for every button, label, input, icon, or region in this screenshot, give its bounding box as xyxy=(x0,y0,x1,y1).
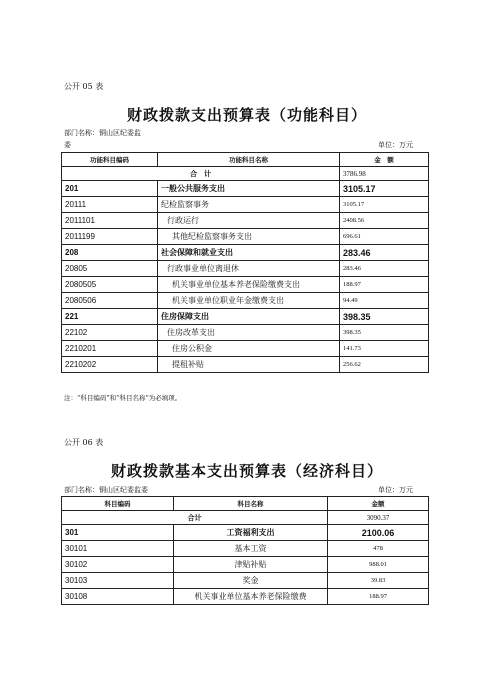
table-header-row-2 xyxy=(62,497,429,511)
row-code: 2210202 xyxy=(62,357,158,373)
row-amount: 283.46 xyxy=(340,245,429,261)
row-amount: 141.73 xyxy=(340,341,429,357)
row-amount: 988.01 xyxy=(328,557,429,573)
table-header-row xyxy=(62,153,429,167)
table-row xyxy=(62,229,429,245)
table-row xyxy=(62,541,429,557)
table-row xyxy=(62,181,429,197)
row-amount: 398.35 xyxy=(340,309,429,325)
table-row xyxy=(62,309,429,325)
table-row xyxy=(62,277,429,293)
column-header-amount: 金 额 xyxy=(340,153,429,167)
row-name: 其他纪检监察事务支出 xyxy=(158,229,340,245)
table-row xyxy=(62,357,429,373)
row-name: 津贴补贴 xyxy=(174,557,328,573)
row-amount: 696.61 xyxy=(340,229,429,245)
row-code: 2080505 xyxy=(62,277,158,293)
row-code: 221 xyxy=(62,309,158,325)
row-code: 2011101 xyxy=(62,213,158,229)
row-name: 住房公积金 xyxy=(158,341,340,357)
row-code: 20111 xyxy=(62,197,158,213)
row-code: 208 xyxy=(62,245,158,261)
economic-budget-table xyxy=(61,496,429,605)
functional-budget-table xyxy=(61,152,429,373)
row-code: 2011199 xyxy=(62,229,158,245)
row-name: 机关事业单位基本养老保险缴费支出 xyxy=(158,277,340,293)
row-amount: 2100.06 xyxy=(328,525,429,541)
row-name: 行政事业单位离退休 xyxy=(158,261,340,277)
row-amount: 256.62 xyxy=(340,357,429,373)
row-name: 奖金 xyxy=(174,573,328,589)
row-code: 22102 xyxy=(62,325,158,341)
total-value: 3786.98 xyxy=(340,167,429,181)
row-name: 工资福利支出 xyxy=(174,525,328,541)
total-row-2 xyxy=(62,511,429,525)
table-row xyxy=(62,557,429,573)
table-row xyxy=(62,589,429,605)
row-amount: 3105.17 xyxy=(340,181,429,197)
table-row xyxy=(62,245,429,261)
row-name: 机关事业单位职业年金缴费支出 xyxy=(158,293,340,309)
row-name: 住房改革支出 xyxy=(158,325,340,341)
unit-label-2: 单位：万元 xyxy=(378,486,413,494)
table-row xyxy=(62,325,429,341)
row-code: 30108 xyxy=(62,589,174,605)
row-code: 201 xyxy=(62,181,158,197)
total-label-2: 合计 xyxy=(62,511,328,525)
row-code: 2210201 xyxy=(62,341,158,357)
row-code: 30103 xyxy=(62,573,174,589)
row-amount: 188.97 xyxy=(328,589,429,605)
table-label-06: 公开 06 表 xyxy=(64,438,104,447)
row-name: 行政运行 xyxy=(158,213,340,229)
row-code: 2080506 xyxy=(62,293,158,309)
row-amount: 2408.56 xyxy=(340,213,429,229)
table-row xyxy=(62,261,429,277)
row-name: 纪检监察事务 xyxy=(158,197,340,213)
column-header-code-2: 科目编码 xyxy=(62,497,174,511)
unit-label: 单位：万元 xyxy=(378,141,413,149)
department-name-2: 部门名称：铜山区纪委监委 xyxy=(64,486,148,494)
footnote: 注：“科目编码”和“科目名称”为必填项。 xyxy=(64,394,182,402)
row-code: 30101 xyxy=(62,541,174,557)
table-row xyxy=(62,293,429,309)
row-name: 提租补贴 xyxy=(158,357,340,373)
department-name: 部门名称：铜山区纪委监 xyxy=(64,129,141,137)
table-row xyxy=(62,213,429,229)
row-amount: 398.35 xyxy=(340,325,429,341)
table-row xyxy=(62,197,429,213)
page-title-functional: 财政拨款支出预算表（功能科目） xyxy=(126,106,367,124)
row-name: 基本工资 xyxy=(174,541,328,557)
total-row xyxy=(62,167,429,181)
row-name: 住房保障支出 xyxy=(158,309,340,325)
column-header-amount-2: 金额 xyxy=(328,497,429,511)
row-name: 社会保障和就业支出 xyxy=(158,245,340,261)
row-amount: 188.97 xyxy=(340,277,429,293)
total-value-2: 3090.37 xyxy=(328,511,429,525)
row-amount: 3105.17 xyxy=(340,197,429,213)
total-label: 合 计 xyxy=(62,167,340,181)
row-name: 机关事业单位基本养老保险缴费 xyxy=(174,589,328,605)
row-name: 一般公共服务支出 xyxy=(158,181,340,197)
column-header-name: 功能科目名称 xyxy=(158,153,340,167)
row-code: 20805 xyxy=(62,261,158,277)
row-amount: 39.83 xyxy=(328,573,429,589)
row-amount: 478 xyxy=(328,541,429,557)
table-row xyxy=(62,525,429,541)
row-code: 30102 xyxy=(62,557,174,573)
row-amount: 283.46 xyxy=(340,261,429,277)
table-label-05: 公开 05 表 xyxy=(64,82,104,91)
column-header-code: 功能科目编码 xyxy=(62,153,158,167)
column-header-name-2: 科目名称 xyxy=(174,497,328,511)
row-amount: 94.49 xyxy=(340,293,429,309)
row-code: 301 xyxy=(62,525,174,541)
table-row xyxy=(62,573,429,589)
table-row xyxy=(62,341,429,357)
page-title-economic: 财政拨款基本支出预算表（经济科目） xyxy=(110,462,383,480)
department-name-cont: 委 xyxy=(64,141,71,149)
